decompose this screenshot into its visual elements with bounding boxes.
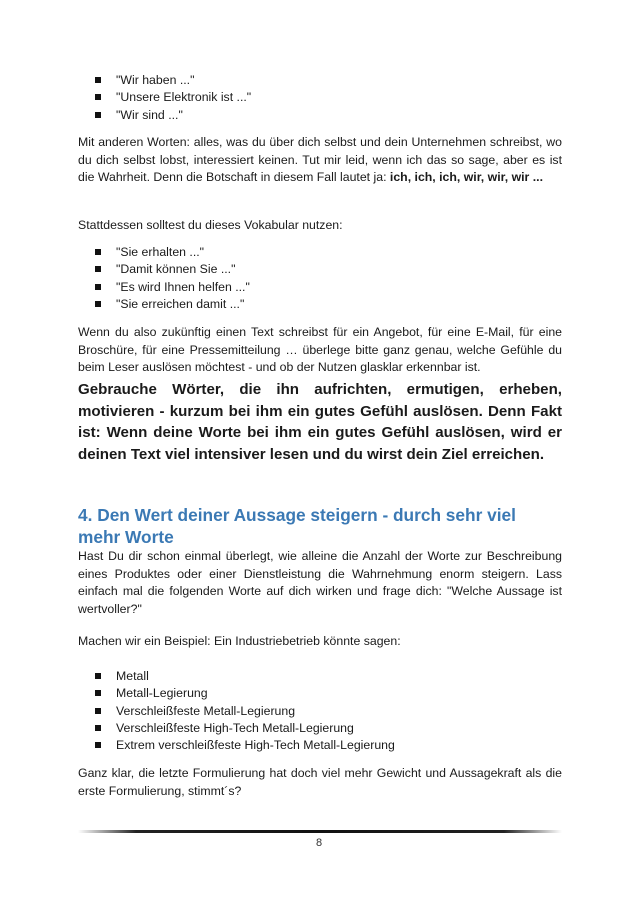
emphasis-paragraph: Gebrauche Wörter, die ihn aufrichten, ermutigen, erheben, motivieren - kurzum bei ihm ein gutes Gefühl auslösen. Denn Fakt ist: Wenn deine Worte bei ihm ein gutes Gefühl auslösen, wird er deinen Text viel intensiver lesen und du wirst dein Ziel erreichen. [78,381,562,463]
bullet-list-vocabulary [78,244,562,313]
footer-divider [78,830,562,833]
paragraph-ganz-klar: Ganz klar, die letzte Formulierung hat doch viel mehr Gewicht und Aussagekraft als die erste Formulierung, stimmt´s? [78,766,562,798]
paragraph-mit-anderen-worten: Mit anderen Worten: alles, was du über dich selbst und dein Unternehmen schreibst, wo du dich selbst lobst, interessiert keinen. Tut mir leid, wenn ich das so sage, aber es ist die Wahrheit. Denn die Botschaft in diesem Fall lautet ja: ich, ich, ich, wir, wir, wir ... [78,135,562,185]
bullet-square-icon [95,94,101,100]
page-number: 8 [315,837,323,849]
bullet-square-icon [95,266,101,272]
bullet-list-example [78,668,562,754]
bullet-list-wir [78,72,562,124]
bold-phrase: ich, ich, ich, wir, wir, wir ... [389,170,543,185]
list-item: Verschleißfeste High-Tech Metall-Legierung [78,720,562,737]
list-item: "Unsere Elektronik ist ..." [78,89,562,106]
list-item: "Damit können Sie ..." [78,261,562,278]
bullet-square-icon [95,284,101,290]
list-item: "Sie erhalten ..." [78,244,562,261]
bullet-square-icon [95,690,101,696]
list-item: "Wir sind ..." [78,107,562,124]
bullet-square-icon [95,673,101,679]
bullet-square-icon [95,249,101,255]
bullet-square-icon [95,301,101,307]
paragraph-hast-du: Hast Du dir schon einmal überlegt, wie alleine die Anzahl der Worte zur Beschreibung eines Produktes oder einer Dienstleistung die Wahrnehmung enorm steigern. Lass einfach mal die folgenden Worte auf dich wirken und frage dich: "Welche Aussage ist wertvoller?" [78,549,562,616]
bullet-square-icon [95,742,101,748]
list-item: "Es wird Ihnen helfen ..." [78,279,562,296]
bullet-square-icon [95,725,101,731]
bullet-square-icon [95,77,101,83]
bullet-square-icon [95,112,101,118]
paragraph-stattdessen: Stattdessen solltest du dieses Vokabular nutzen: [78,218,343,232]
list-item: "Sie erreichen damit ..." [78,296,562,313]
paragraph-machen-wir: Machen wir ein Beispiel: Ein Industriebetrieb könnte sagen: [78,634,401,648]
list-item: Metall-Legierung [78,685,562,702]
list-item: "Wir haben ..." [78,72,562,89]
list-item: Verschleißfeste Metall-Legierung [78,703,562,720]
list-item: Metall [78,668,562,685]
paragraph-wenn-du-also: Wenn du also zukünftig einen Text schreibst für ein Angebot, für eine E-Mail, für eine Broschüre, für eine Pressemitteilung … überlege bitte ganz genau, welche Gefühle du beim Leser auslösen möchtest - und ob der Nutzen glasklar erkennbar ist. [78,325,562,375]
document-page [78,0,562,903]
section-heading: 4. Den Wert deiner Aussage steigern - durch sehr viel mehr Worte [78,505,516,547]
list-item: Extrem verschleißfeste High-Tech Metall-Legierung [78,737,562,754]
bullet-square-icon [95,708,101,714]
